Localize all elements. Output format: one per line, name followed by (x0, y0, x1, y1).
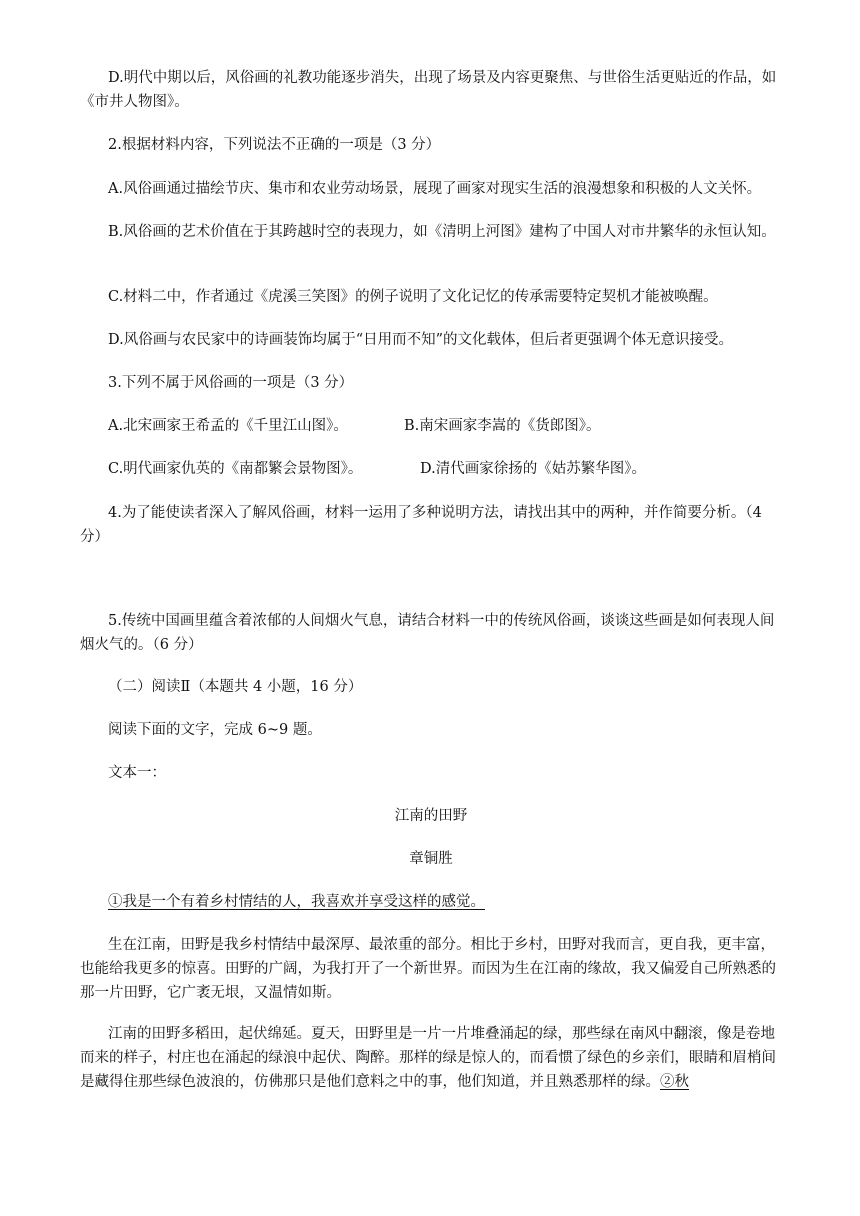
article-title: 江南的田野 (394, 808, 468, 824)
q3-option-a: A.北宋画家王希孟的《千里江山图》。 (108, 418, 348, 434)
q1-option-d: D.明代中期以后，风俗画的礼教功能逐步消失，出现了场景及内容更聚焦、与世俗生活更贴近的作品，如《市井人物图》。 (80, 70, 777, 110)
article-paragraph-3 (80, 1022, 782, 1094)
paragraph-3-text: 江南的田野多稻田，起伏绵延。夏天，田野里是一片一片堆叠涌起的绿，那些绿在南风中翻滚，像是卷地而来的样子，村庄也在涌起的绿浪中起伏、陶醉。那样的绿是惊人的，而看惯了绿色的乡亲们，眼睛和眉梢间是藏得住那些绿色波浪的，仿佛那只是他们意料之中的事，他们知道，并且熟悉那样的绿。 (80, 1026, 776, 1090)
q4-stem: 4.为了能使读者深入了解风俗画，材料一运用了多种说明方法，请找出其中的两种，并作简要分析。（4 分） (80, 505, 762, 545)
article-paragraph-2: 生在江南，田野是我乡村情结中最深厚、最浓重的部分。相比于乡村，田野对我而言，更自我，更丰富，也能给我更多的惊喜。田野的广阔，为我打开了一个新世界。而因为生在江南的缘故，我又偏爱自己所熟悉的那一片田野，它广袤无垠，又温情如斯。 (80, 937, 776, 1001)
q2-stem: 2.根据材料内容，下列说法不正确的一项是（3 分） (108, 137, 441, 153)
underlined-sentence-1: ①我是一个有着乡村情结的人，我喜欢并享受这样的感觉。 (108, 894, 485, 910)
q3-options-row-1 (108, 414, 601, 438)
underlined-sentence-2: ②秋 (660, 1074, 689, 1090)
q2-option-c: C.材料二中，作者通过《虎溪三笑图》的例子说明了文化记忆的传承需要特定契机才能被唤醒。 (108, 289, 718, 305)
text-label: 文本一： (108, 765, 166, 781)
q3-options-row-2 (108, 457, 646, 481)
q2-option-b: B.风俗画的艺术价值在于其跨越时空的表现力，如《清明上河图》建构了中国人对市井繁华的永恒认知。 (108, 224, 776, 240)
q2-option-d: D.风俗画与农民家中的诗画装饰均属于“日用而不知”的文化载体，但后者更强调个体无意识接受。 (108, 332, 734, 348)
q5-stem: 5.传统中国画里蕴含着浓郁的人间烟火气息，请结合材料一中的传统风俗画，谈谈这些画是如何表现人间烟火气的。（6 分） (80, 613, 775, 653)
q3-option-b: B.南宋画家李嵩的《货郎图》。 (404, 418, 601, 434)
q3-stem: 3.下列不属于风俗画的一项是（3 分） (108, 375, 354, 391)
article-author: 章铜胜 (409, 851, 453, 867)
article-paragraph-1 (80, 890, 782, 914)
q3-option-c: C.明代画家仇英的《南都繁会景物图》。 (108, 461, 363, 477)
reading-instruction: 阅读下面的文字，完成 6~9 题。 (108, 722, 322, 738)
q2-option-a: A.风俗画通过描绘节庆、集市和农业劳动场景，展现了画家对现实生活的浪漫想象和积极的人文关怀。 (108, 181, 762, 197)
section-heading: （二）阅读Ⅱ（本题共 4 小题，16 分） (108, 679, 363, 695)
q3-option-d: D.清代画家徐扬的《姑苏繁华图》。 (420, 461, 646, 477)
